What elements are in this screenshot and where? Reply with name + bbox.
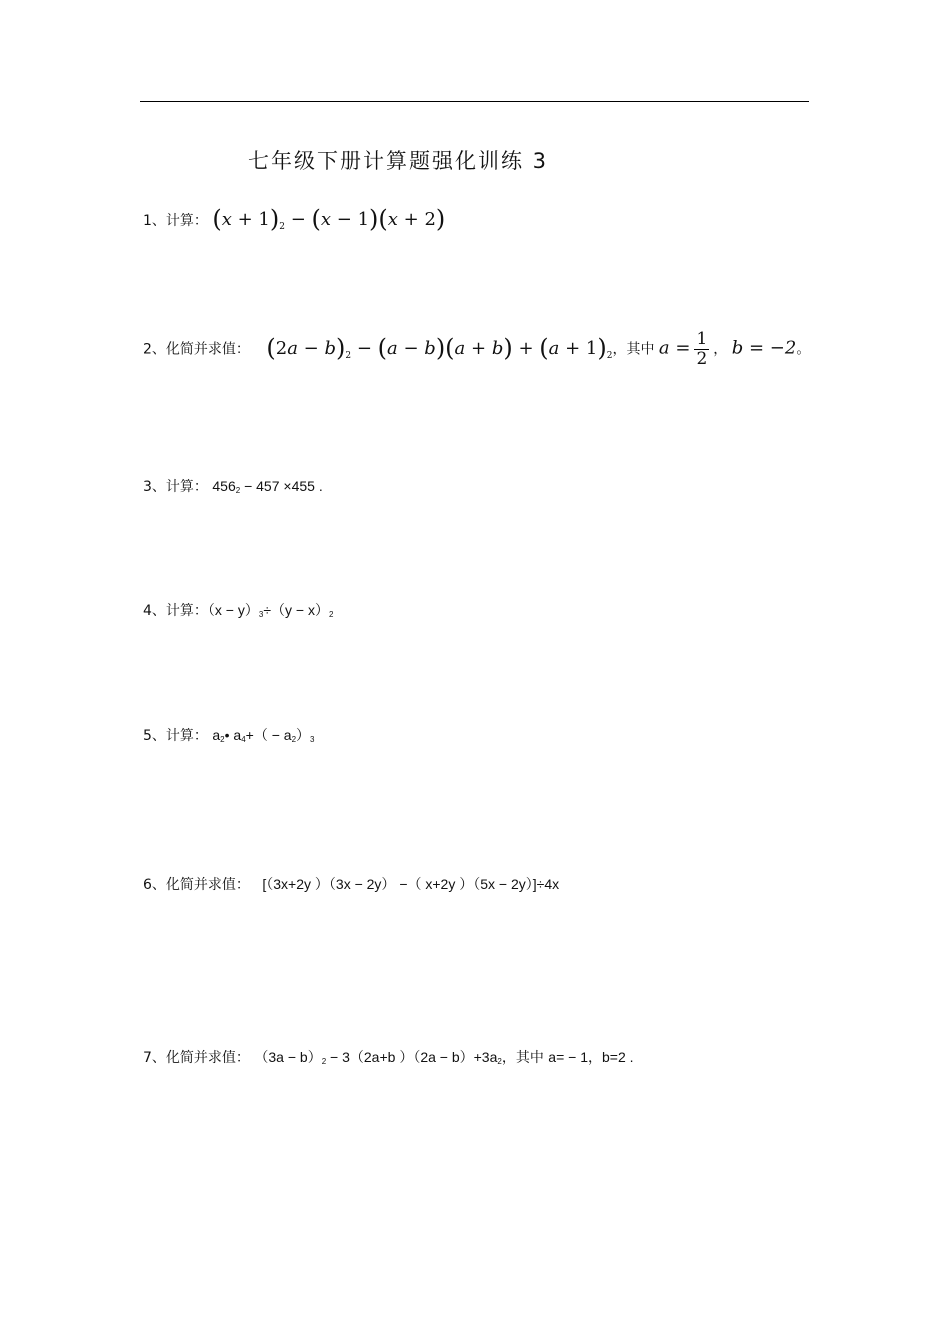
fraction-half: $\frac{1}{2}$ bbox=[696, 329, 708, 369]
problem-number: 6、 bbox=[143, 877, 166, 893]
problem-label: 计算： bbox=[165, 728, 208, 744]
problem-7 bbox=[143, 1047, 634, 1067]
problem-1-formula: $(x + 1)_2 - (x - 1)(x + 2)$ bbox=[212, 205, 446, 233]
problem-2: 2、化简并求值： $(2a - b)_2 - (a - b)(a + b) + (a + 1)_2$，其中 a = $\frac{1}{2}$ ， b = −2。 bbox=[143, 329, 811, 369]
problem-6 bbox=[143, 874, 559, 894]
page-title: 七年级下册计算题强化训练 3 bbox=[248, 149, 549, 173]
problem-number: 4、 bbox=[143, 603, 166, 619]
problem-5-formula: a2• a4+（ − a2）3 bbox=[212, 727, 315, 744]
problem-number: 5、 bbox=[143, 728, 166, 744]
problem-number: 3、 bbox=[143, 479, 166, 495]
problem-label: 计算： bbox=[165, 479, 208, 495]
problem-label: 计算： bbox=[165, 603, 208, 619]
problem-4-formula: （x − y）3÷（y − x）2 bbox=[207, 602, 334, 619]
problem-6-formula: [（3x+2y ）（3x − 2y） −（ x+2y ）（5x − 2y）]÷4x bbox=[262, 876, 560, 892]
problem-label: 化简并求值： bbox=[165, 341, 250, 358]
a-value-label: a = bbox=[658, 337, 691, 359]
problem-label: 计算： bbox=[165, 213, 208, 229]
where-label: ，其中 bbox=[501, 1050, 544, 1066]
problem-number: 1、 bbox=[143, 213, 166, 229]
problem-7-values: a= − 1，b=2 . bbox=[548, 1049, 634, 1065]
problem-3-formula: 4562 − 457 ×455 . bbox=[212, 478, 323, 495]
problem-2-formula: $(2a - b)_2 - (a - b)(a + b) + (a + 1)_2$ bbox=[266, 333, 613, 362]
b-value-label: b = −2 bbox=[731, 337, 797, 359]
problem-label: 化简并求值： bbox=[165, 877, 250, 893]
problem-number: 2、 bbox=[143, 341, 166, 358]
header-rule bbox=[140, 101, 809, 102]
problem-label: 化简并求值： bbox=[165, 1050, 250, 1066]
where-label: ，其中 bbox=[612, 341, 655, 358]
problem-number: 7、 bbox=[143, 1050, 166, 1066]
problem-7-formula: （3a − b）2 − 3（2a+b ）（2a − b）+3a2 bbox=[254, 1049, 502, 1066]
problem-4 bbox=[143, 600, 333, 620]
problem-5 bbox=[143, 725, 314, 745]
problem-1 bbox=[143, 203, 445, 231]
problem-3 bbox=[143, 476, 323, 496]
